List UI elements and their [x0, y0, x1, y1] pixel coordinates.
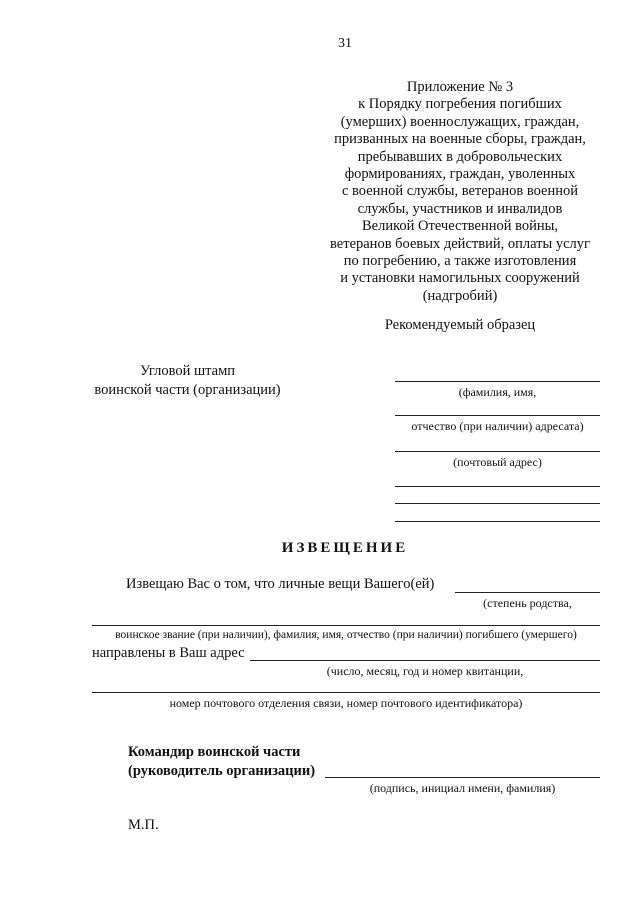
appendix-line: и установки намогильных сооружений: [340, 270, 580, 287]
appendix-line: к Порядку погребения погибших: [358, 96, 562, 113]
appendix-line: по погребению, а также изготовления: [343, 253, 577, 270]
appendix-line: ветеранов боевых действий, оплаты услуг: [330, 235, 590, 252]
sample-label: Рекомендуемый образец: [384, 317, 536, 333]
addressee-address-field[interactable]: [395, 451, 600, 452]
page-number: 31: [338, 36, 352, 51]
notice-title: ИЗВЕЩЕНИЕ: [281, 540, 409, 556]
notice-line-1: Извещаю Вас о том, что личные вещи Вашего(ей): [126, 576, 435, 592]
caption-rank: воинское звание (при наличии), фамилия, имя, отчество (при наличии) погибшего (умершего): [115, 629, 577, 641]
post-office-field[interactable]: [92, 692, 600, 693]
caption-post: номер почтового отделения связи, номер почтового идентификатора): [169, 696, 523, 710]
appendix-line: с военной службы, ветеранов военной: [341, 183, 579, 200]
address-line[interactable]: [395, 521, 600, 522]
caption-patronymic: отчество (при наличии) адресата): [411, 419, 584, 433]
addressee-patronymic-field[interactable]: [395, 415, 600, 416]
appendix-line: формированиях, граждан, уволенных: [344, 166, 576, 183]
address-line[interactable]: [395, 503, 600, 504]
appendix-header: [310, 79, 610, 305]
appendix-line: Великой Отечественной войны,: [361, 218, 559, 235]
head-label: (руководитель организации): [128, 763, 316, 779]
stamp-line-2: воинской части (организации): [94, 382, 281, 398]
appendix-line: (умерших) военнослужащих, граждан,: [340, 113, 580, 130]
caption-address: (почтовый адрес): [453, 455, 542, 469]
appendix-line: Приложение № 3: [406, 79, 514, 95]
caption-signature: (подпись, инициал имени, фамилия): [369, 781, 556, 795]
deceased-info-field[interactable]: [92, 625, 600, 626]
notice-line-2: направлены в Ваш адрес: [92, 645, 245, 661]
signature-field[interactable]: [325, 777, 600, 778]
corner-stamp-block: [60, 362, 315, 400]
appendix-line: призванных на военные сборы, граждан,: [334, 131, 586, 148]
caption-name: (фамилия, имя,: [458, 385, 537, 399]
appendix-line: службы, участников и инвалидов: [357, 200, 563, 217]
appendix-line: пребывавших в добровольческих: [357, 148, 563, 165]
seal-label: М.П.: [128, 817, 159, 833]
caption-date: (число, месяц, год и номер квитанции,: [326, 664, 524, 678]
commander-label: Командир воинской части: [128, 744, 301, 760]
address-line[interactable]: [395, 486, 600, 487]
kinship-field[interactable]: [455, 592, 600, 593]
stamp-line-1: Угловой штамп: [139, 363, 236, 379]
addressee-name-field[interactable]: [395, 381, 600, 382]
appendix-line: (надгробий): [422, 287, 498, 304]
caption-kinship: (степень родства,: [483, 596, 572, 610]
receipt-field[interactable]: [250, 660, 600, 661]
